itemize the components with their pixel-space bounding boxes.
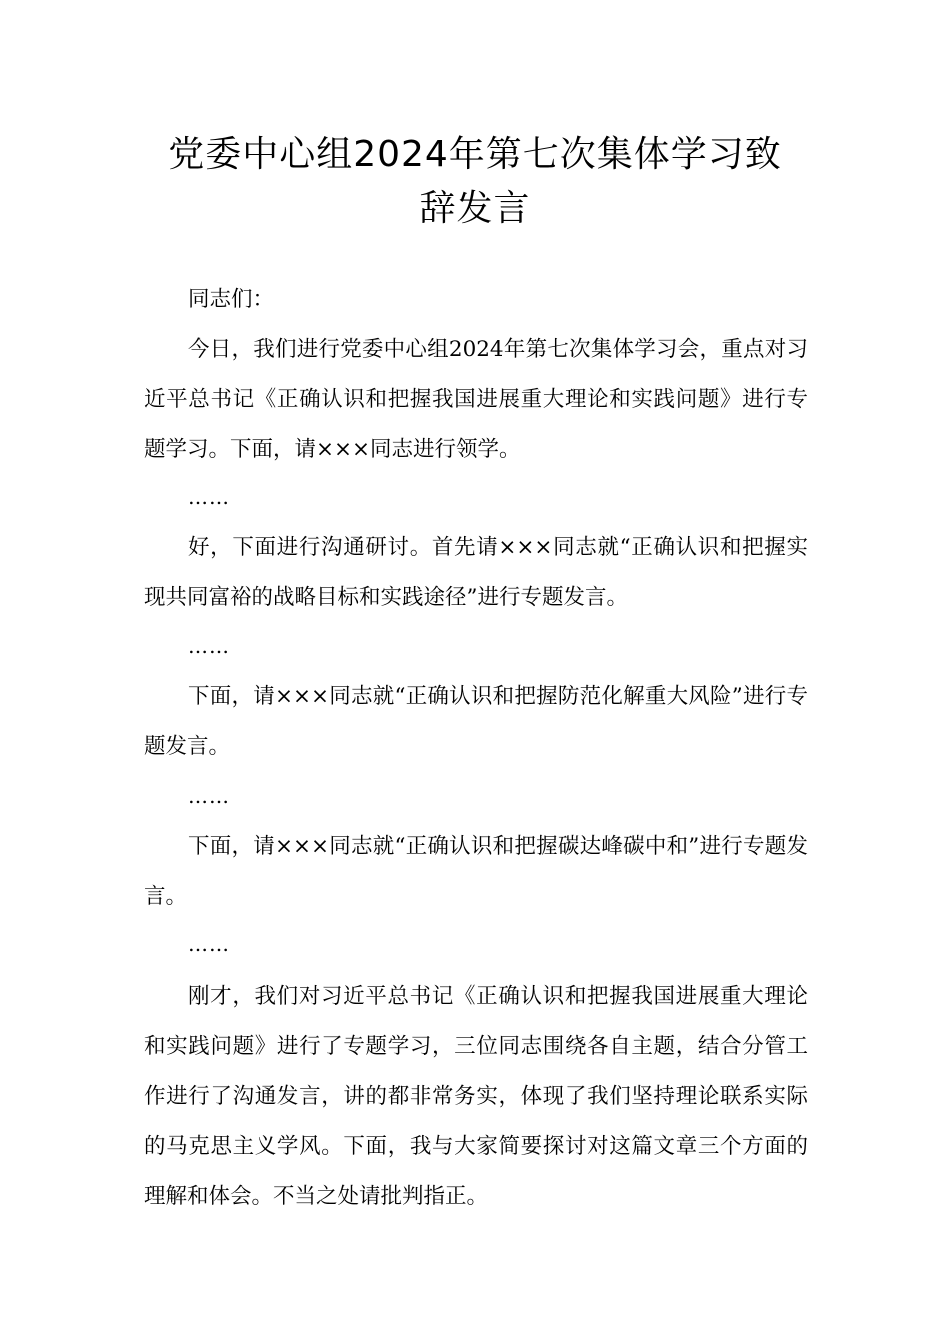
paragraph-opening: 今日，我们进行党委中心组2024年第七次集体学习会，重点对习近平总书记《正确认识和把握我国进展重大理论和实践问题》进行专题学习。下面，请×××同志进行领学。: [144, 337, 808, 462]
document-title-line-1: 党委中心组2024年第七次集体学习致: [168, 134, 782, 175]
paragraph-summary: 刚才，我们对习近平总书记《正确认识和把握我国进展重大理论和实践问题》进行了专题学习，三位同志围绕各自主题，结合分管工作进行了沟通发言，讲的都非常务实，体现了我们坚持理论联系实际的马克思主义学风。下面，我与大家简要探讨对这篇文章三个方面的理解和体会。不当之处请批判指正。: [144, 984, 808, 1209]
paragraph-carbon: 下面，请×××同志就“正确认识和把握碳达峰碳中和”进行专题发言。: [144, 834, 808, 909]
ellipsis-1: ……: [188, 485, 230, 509]
paragraph-discussion: 好，下面进行沟通研讨。首先请×××同志就“正确认识和把握实现共同富裕的战略目标和实践途径”进行专题发言。: [144, 535, 808, 610]
salutation: 同志们：: [188, 287, 275, 312]
ellipsis-4: ……: [188, 932, 230, 956]
ellipsis-3: ……: [188, 784, 230, 808]
document-title-line-2: 辞发言: [419, 188, 531, 229]
paragraph-risk: 下面，请×××同志就“正确认识和把握防范化解重大风险”进行专题发言。: [144, 684, 808, 759]
ellipsis-2: ……: [188, 634, 230, 658]
